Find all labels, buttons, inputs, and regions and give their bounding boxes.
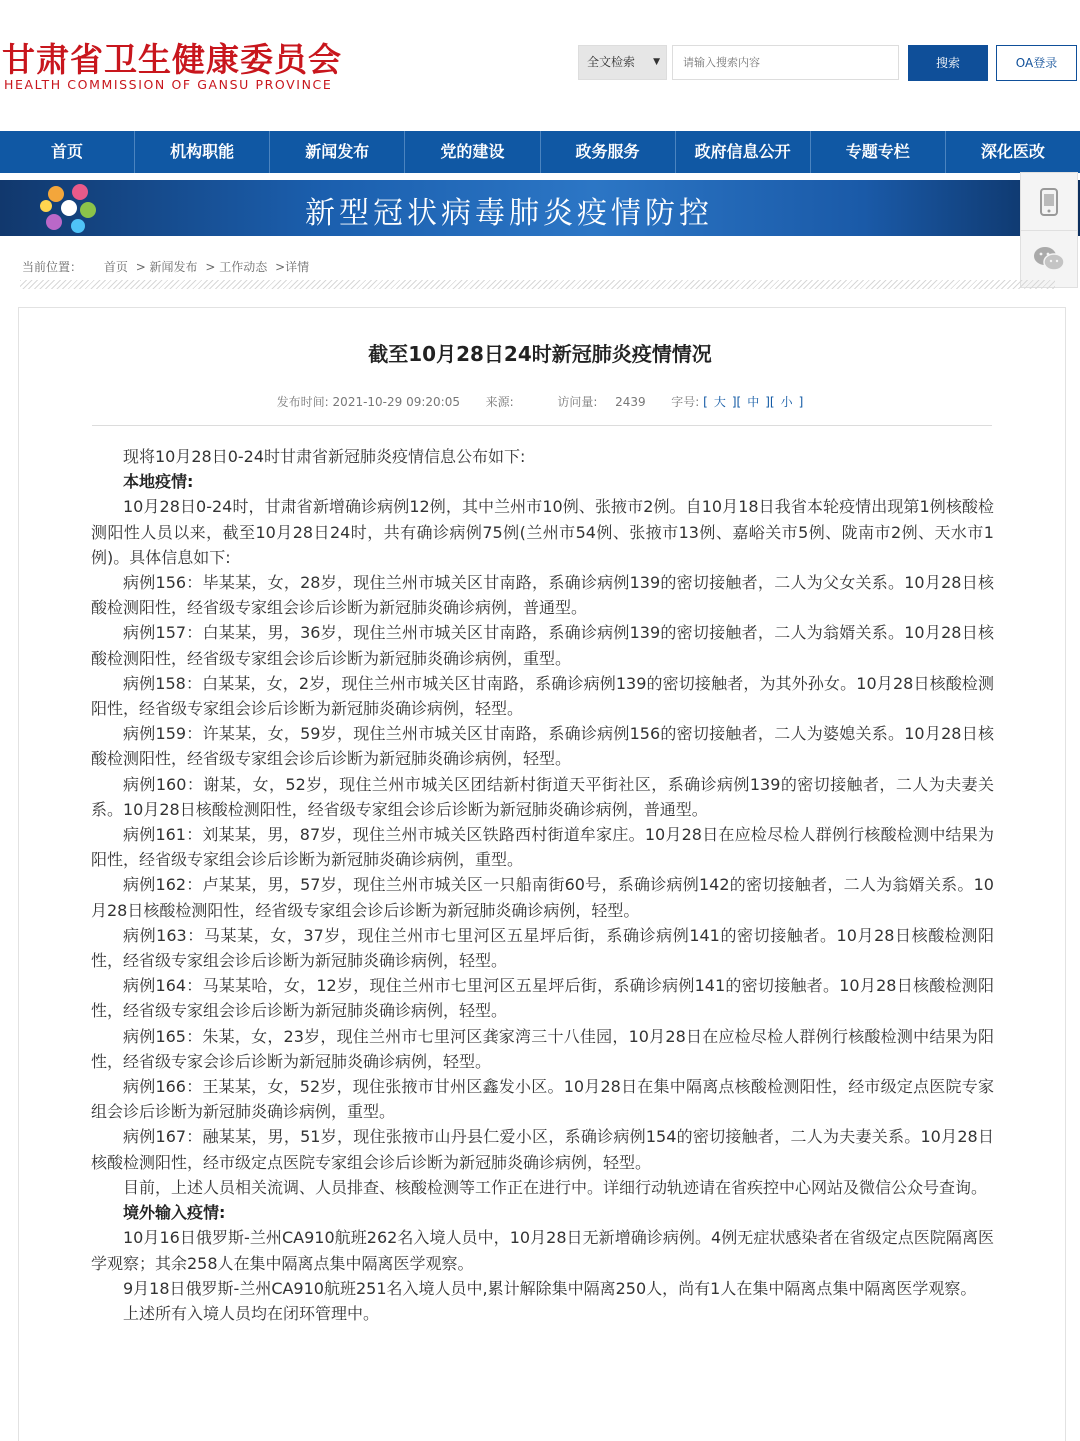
- article-paragraph: 病例157：白某某，男，36岁，现住兰州市城关区甘南路，系确诊病例139的密切接触者，二人为翁婿关系。10月28日核酸检测阳性，经省级专家组会诊后诊断为新冠肺炎确诊病例，重型。: [91, 623, 994, 668]
- search-scope-select[interactable]: [578, 45, 667, 80]
- article-paragraph: 病例156：毕某某，女，28岁，现住兰州市城关区甘南路，系确诊病例139的密切接触者，二人为父女关系。10月28日核酸检测阳性，经省级专家组会诊后诊断为新冠肺炎确诊病例，普通型。: [91, 573, 994, 618]
- article-body: [91, 444, 994, 1326]
- breadcrumb-current: >详情: [275, 260, 310, 274]
- nav-item-org-functions[interactable]: 机构职能: [135, 131, 270, 173]
- article-meta: 发布时间: 2021-10-29 09:20:05 来源: 访问量: 2439 字号: [ 大 ][ 中 ][ 小 ]: [276, 395, 804, 409]
- article-paragraph: 目前，上述人员相关流调、人员排查、核酸检测等工作正在进行中。详细行动轨迹请在省疾控中心网站及微信公众号查询。: [123, 1177, 988, 1197]
- article-paragraph: 病例167：融某某，男，51岁，现住张掖市山丹县仁爱小区，系确诊病例154的密切接触者，二人为夫妻关系。10月28日核酸检测阳性，经市级定点医院专家组会诊后诊断为新冠肺炎确诊病例，轻型。: [91, 1127, 994, 1172]
- main-nav: [0, 131, 1080, 173]
- article-paragraph: 上述所有入境人员均在闭环管理中。: [123, 1303, 380, 1323]
- nav-item-gov-services[interactable]: 政务服务: [541, 131, 676, 173]
- breadcrumb-news[interactable]: > 新闻发布: [135, 260, 198, 274]
- covid-banner[interactable]: [0, 180, 1080, 236]
- article-paragraph: 9月18日俄罗斯-兰州CA910航班251名入境人员中,累计解除集中隔离250人，尚有1人在集中隔离点集中隔离医学观察。: [123, 1278, 977, 1298]
- wechat-icon: [1033, 245, 1065, 273]
- nav-item-news[interactable]: 新闻发布: [270, 131, 405, 173]
- article-paragraph: 病例162：卢某某，男，57岁，现住兰州市城关区一只船南街60号，系确诊病例142的密切接触者，二人为翁婿关系。10月28日核酸检测阳性，经省级专家组会诊后诊断为新冠肺炎确诊病例，轻型。: [91, 875, 994, 920]
- breadcrumb-label: 当前位置：: [22, 260, 83, 274]
- article-paragraph: 10月16日俄罗斯-兰州CA910航班262名入境人员中，10月28日无新增确诊病例。4例无症状感染者在省级定点医院隔离医学观察；其余258人在集中隔离点集中隔离医学观察。: [91, 1228, 994, 1273]
- article-paragraph: 病例161：刘某某，男，87岁，现住兰州市城关区铁路西村街道牟家庄。10月28日在应检尽检人群例行核酸检测中结果为阳性，经省级专家组会诊后诊断为新冠肺炎确诊病例，重型。: [91, 825, 994, 870]
- article-paragraph: 病例165：朱某，女，23岁，现住兰州市七里河区龚家湾三十八佳园，10月28日在应检尽检人群例行核酸检测中结果为阳性，经省级专家会诊后诊断为新冠肺炎确诊病例，轻型。: [91, 1026, 994, 1071]
- nav-item-gov-info[interactable]: 政府信息公开: [676, 131, 811, 173]
- search-scope-label: 全文检索: [587, 55, 636, 69]
- breadcrumb-home[interactable]: 首页: [103, 260, 128, 274]
- virus-icon: [36, 182, 102, 234]
- nav-item-special-topics[interactable]: 专题专栏: [811, 131, 946, 173]
- article-paragraph: 10月28日0-24时，甘肃省新增确诊病例12例，其中兰州市10例、张掖市2例。自10月18日我省本轮疫情出现第1例核酸检测阳性人员以来，截至10月28日24时，共有确诊病例75例(兰州市54例、张掖市13例、嘉峪关市5例、陇南市2例、天水市1例)。具体信息如下:: [91, 497, 994, 567]
- site-logo-en: HEALTH COMMISSION OF GANSU PROVINCE: [4, 77, 333, 92]
- nav-item-party-building[interactable]: 党的建设: [405, 131, 540, 173]
- article-paragraph: 现将10月28日0-24时甘肃省新冠肺炎疫情信息公布如下:: [123, 447, 526, 466]
- font-size-label: 字号:: [671, 395, 700, 409]
- section-heading: 本地疫情:: [123, 472, 194, 492]
- article-paragraph: 病例163：马某某，女，37岁，现住兰州市七里河区五星坪后街，系确诊病例141的密切接触者。10月28日核酸检测阳性，经省级专家组会诊后诊断为新冠肺炎确诊病例，轻型。: [91, 925, 994, 971]
- font-size-medium[interactable]: 中: [747, 395, 760, 409]
- breadcrumb-work-updates[interactable]: > 工作动态: [205, 260, 268, 274]
- search-button[interactable]: 搜索: [908, 45, 988, 81]
- decorative-divider: [20, 280, 1055, 289]
- search-input[interactable]: [672, 45, 899, 80]
- article-paragraph: 病例158：白某某，女，2岁，现住兰州市城关区甘南路，系确诊病例139的密切接触者，为其外孙女。10月28日核酸检测阳性，经省级专家组会诊后诊断为新冠肺炎确诊病例，轻型。: [91, 673, 994, 719]
- chevron-down-icon: ▼: [653, 57, 660, 67]
- font-size-small[interactable]: 小: [780, 395, 793, 409]
- article-paragraph: 病例164：马某某哈，女，12岁，现住兰州市七里河区五星坪后街，系确诊病例141的密切接触者。10月28日核酸检测阳性，经省级专家组会诊后诊断为新冠肺炎确诊病例，轻型。: [91, 976, 994, 1021]
- meta-divider: [92, 425, 992, 426]
- publish-time: 2021-10-29 09:20:05: [332, 395, 460, 409]
- visits-label: 访问量:: [557, 395, 598, 409]
- mobile-icon: [1038, 187, 1060, 217]
- nav-item-medical-reform[interactable]: 深化医改: [980, 142, 1045, 161]
- mobile-version-button[interactable]: [1021, 173, 1077, 230]
- side-toolbar: [1020, 172, 1078, 288]
- breadcrumb: [22, 258, 313, 275]
- banner-title: 新型冠状病毒肺炎疫情防控: [305, 196, 713, 231]
- oa-login-button[interactable]: OA登录: [996, 45, 1077, 81]
- visits-count: 2439: [615, 395, 646, 409]
- source-label: 来源:: [485, 395, 514, 409]
- article-title: 截至10月28日24时新冠肺炎疫情情况: [368, 342, 712, 366]
- site-logo-cn[interactable]: 甘肃省卫生健康委员会: [2, 40, 342, 79]
- nav-item-home[interactable]: 首页: [0, 131, 135, 173]
- article-paragraph: 病例159：许某某，女，59岁，现住兰州市城关区甘南路，系确诊病例156的密切接触者，二人为婆媳关系。10月28日核酸检测阳性，经省级专家组会诊后诊断为新冠肺炎确诊病例，轻型。: [91, 724, 994, 769]
- site-header: [0, 0, 1080, 130]
- article-paragraph: 病例166：王某某，女，52岁，现住张掖市甘州区鑫发小区。10月28日在集中隔离点核酸检测阳性，经市级定点医院专家组会诊后诊断为新冠肺炎确诊病例，重型。: [91, 1077, 994, 1122]
- section-heading: 境外输入疫情:: [123, 1203, 226, 1223]
- article-paragraph: 病例160：谢某，女，52岁，现住兰州市城关区团结新村街道天平街社区，系确诊病例139的密切接触者，二人为夫妻关系。10月28日核酸检测阳性，经省级专家组会诊后诊断为新冠肺炎确诊病例，普通型。: [91, 774, 994, 819]
- publish-time-label: 发布时间:: [276, 395, 329, 409]
- wechat-button[interactable]: [1021, 230, 1077, 287]
- font-size-large[interactable]: 大: [713, 395, 726, 409]
